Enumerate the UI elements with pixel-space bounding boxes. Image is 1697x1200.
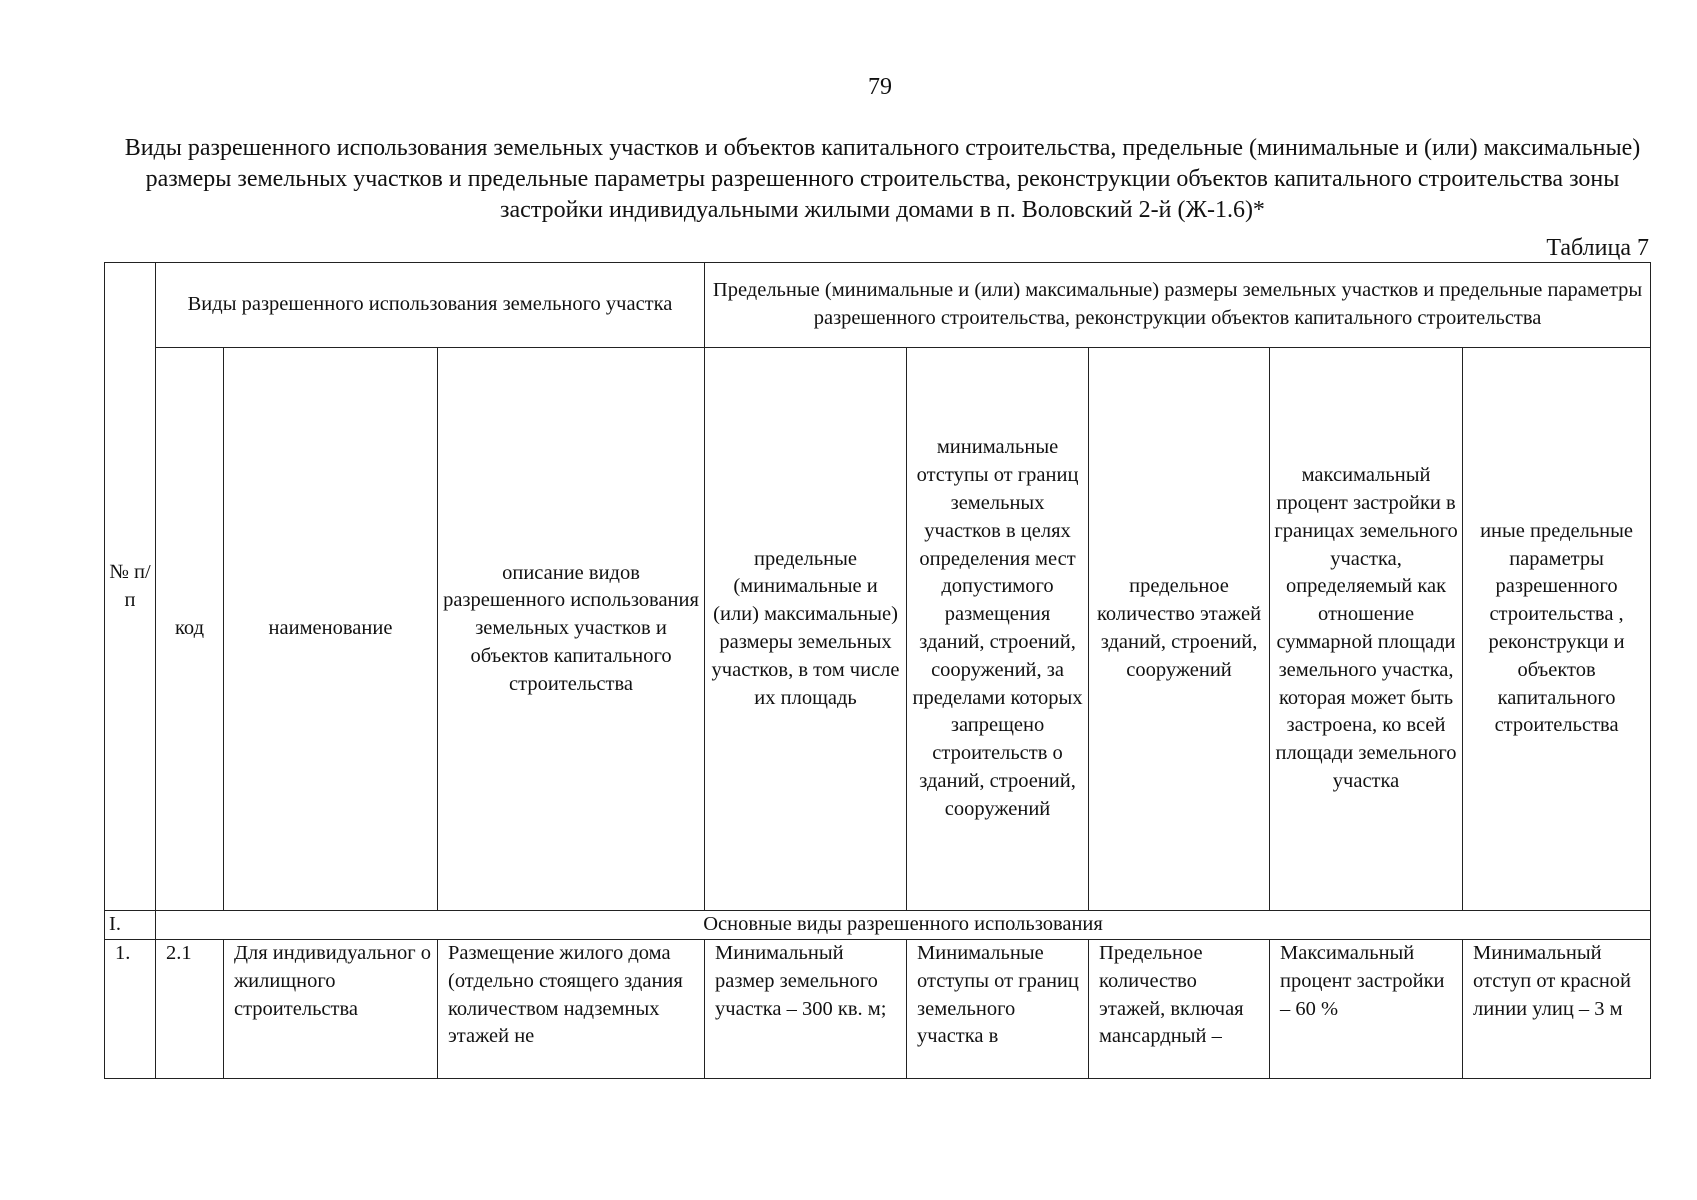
row-code: 2.1 <box>156 940 224 1079</box>
header-num: № п/ п <box>105 263 156 911</box>
header-code: код <box>156 348 224 911</box>
row-description: Размещение жилого дома (отдельно стоящего здания количеством надземных этажей не <box>438 940 705 1079</box>
land-use-table <box>104 262 1651 1079</box>
header-group-params: Предельные (минимальные и (или) максимальные) размеры земельных участков и предельные параметры разрешенного строительства, реконструкции объектов капитального строительства <box>705 263 1651 348</box>
section-row <box>105 911 1651 940</box>
row-name: Для индивидуальног о жилищного строительства <box>224 940 438 1079</box>
header-row-columns <box>105 348 1651 911</box>
header-description: описание видов разрешенного использования земельных участков и объектов капитального строительства <box>438 348 705 911</box>
document-title: Виды разрешенного использования земельных участков и объектов капитального строительства, предельные (минимальные и (или) максимальные) размеры земельных участков и предельные параметры разрешенного строительства, реконструкции объектов капитального строительства зоны застройки индивидуальными жилыми домами в п. Воловский 2-й (Ж-1.6)* <box>124 135 1641 223</box>
row-other: Минимальный отступ от красной линии улиц – 3 м <box>1463 940 1651 1079</box>
table-row <box>105 940 1651 1079</box>
row-floors: Предельное количество этажей, включая мансардный – <box>1089 940 1270 1079</box>
row-setbacks: Минимальные отступы от границ земельного участка в <box>907 940 1089 1079</box>
section-label: Основные виды разрешенного использования <box>156 911 1651 940</box>
row-size: Минимальный размер земельного участка – 300 кв. м; <box>705 940 907 1079</box>
header-other: иные предельные параметры разрешенного строительства , реконструкци и объектов капитального строительства <box>1463 348 1651 911</box>
header-row-group <box>105 263 1651 348</box>
header-coverage: максимальный процент застройки в границах земельного участка, определяемый как отношение суммарной площади земельного участка, которая может быть застроена, ко всей площади земельного участка <box>1270 348 1463 911</box>
page-number: 79 <box>868 74 892 100</box>
row-num: 1. <box>105 940 156 1079</box>
header-size: предельные (минимальные и (или) максимальные) размеры земельных участков, в том числе их площадь <box>705 348 907 911</box>
header-group-use: Виды разрешенного использования земельного участка <box>156 263 705 348</box>
table-caption: Таблица 7 <box>1546 235 1649 261</box>
header-name: наименование <box>224 348 438 911</box>
header-setbacks: минимальные отступы от границ земельных участков в целях определения мест допустимого размещения зданий, строений, сооружений, за пределами которых запрещено строительств о зданий, строений, сооружений <box>907 348 1089 911</box>
header-floors: предельное количество этажей зданий, строений, сооружений <box>1089 348 1270 911</box>
section-num: I. <box>105 911 156 940</box>
row-coverage: Максимальный процент застройки – 60 % <box>1270 940 1463 1079</box>
